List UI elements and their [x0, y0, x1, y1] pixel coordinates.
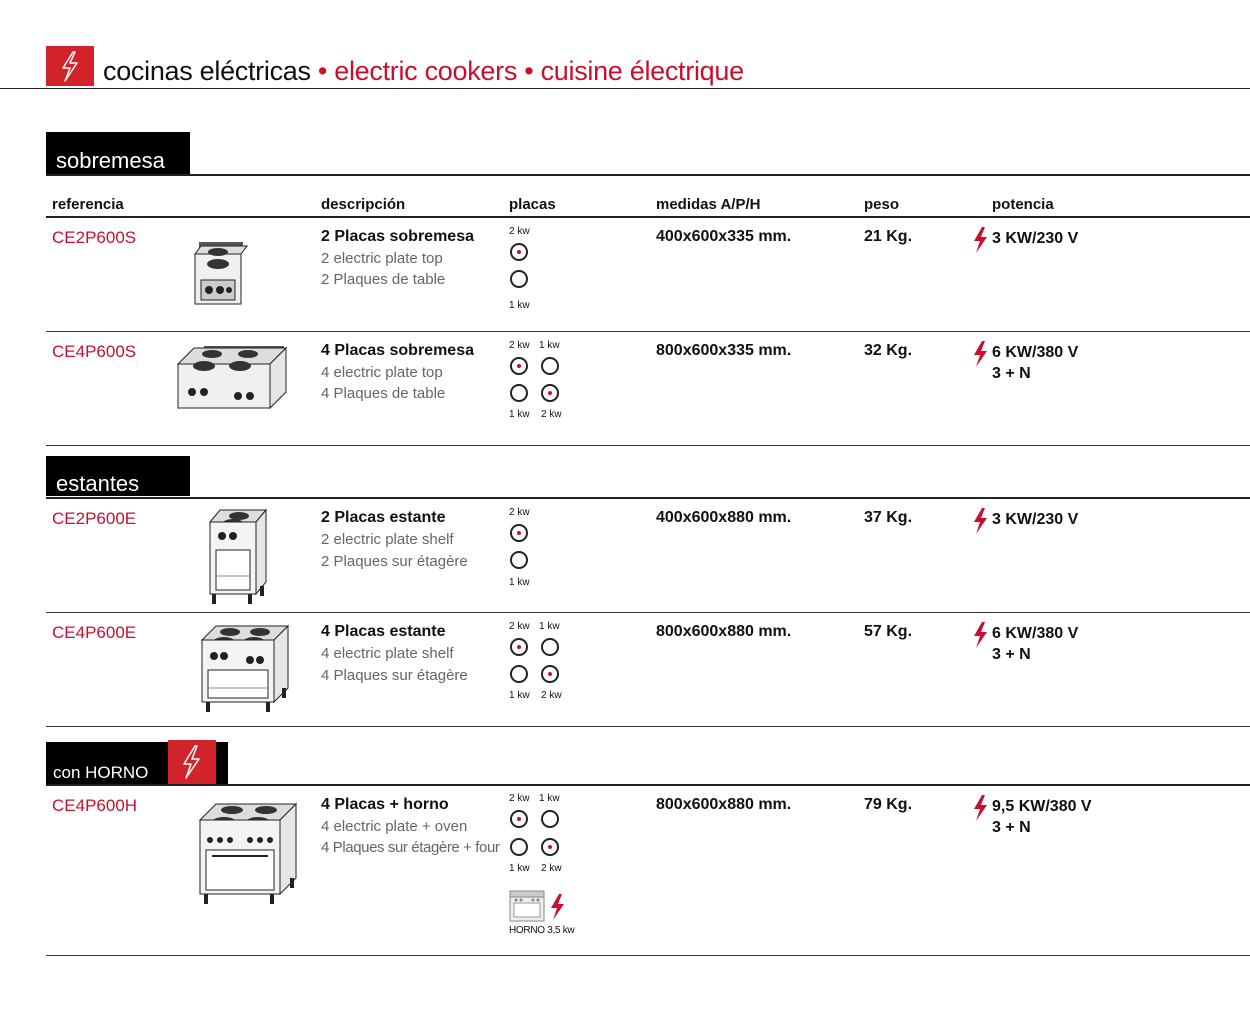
lightning-bolt-icon [971, 226, 989, 254]
product-dimensions: 400x600x335 mm. [656, 228, 792, 245]
plate-power-label: 1 kw [539, 340, 560, 351]
lightning-bolt-icon [46, 46, 94, 86]
row-divider [46, 331, 1250, 332]
plate-power-label: 2 kw [509, 340, 530, 351]
product-reference: CE4P600S [52, 342, 137, 361]
product-reference: CE4P600E [52, 623, 137, 642]
section-divider [46, 174, 1250, 176]
product-power: 9,5 KW/380 V 3 + N [992, 798, 1092, 836]
product-weight: 37 Kg. [864, 509, 913, 526]
product-name-fr: 4 Plaques de table [321, 385, 446, 402]
section-tab-sobremesa: sobremesa [46, 132, 190, 174]
product-name-en: 2 electric plate top [321, 250, 443, 267]
row-divider [46, 726, 1250, 727]
hot-plate-icon [510, 551, 528, 569]
product-name-fr: 2 Plaques de table [321, 271, 446, 288]
product-name-fr: 2 Plaques sur étagère [321, 553, 468, 570]
lightning-bolt-icon [971, 621, 989, 649]
plate-power-label: 2 kw [509, 793, 530, 804]
hot-plate-icon [541, 810, 559, 828]
product-weight: 79 Kg. [864, 796, 913, 813]
tabletop-4-plate-cooker-image [176, 344, 288, 412]
section-divider [46, 497, 1250, 499]
shelf-2-plate-cooker-image [206, 506, 268, 606]
plate-power-label: 2 kw [541, 690, 562, 701]
product-dimensions: 800x600x880 mm. [656, 796, 792, 813]
product-weight: 32 Kg. [864, 342, 913, 359]
product-dimensions: 800x600x335 mm. [656, 342, 792, 359]
hot-plate-icon [541, 665, 559, 683]
product-dimensions: 800x600x880 mm. [656, 623, 792, 640]
product-power: 3 KW/230 V [992, 230, 1079, 247]
oven-icon [509, 890, 545, 922]
section-tab-estantes: estantes [46, 456, 190, 496]
product-weight: 57 Kg. [864, 623, 913, 640]
page-title: cocinas eléctricas • electric cookers • cuisine électrique [103, 56, 744, 86]
product-title: 4 Placas sobremesa [321, 342, 474, 359]
hot-plate-icon [510, 524, 528, 542]
hot-plate-icon [541, 357, 559, 375]
hot-plate-icon [541, 384, 559, 402]
row-divider [46, 445, 1250, 446]
product-dimensions: 400x600x880 mm. [656, 509, 792, 526]
plate-power-label: 1 kw [509, 690, 530, 701]
plate-power-label: 2 kw [509, 621, 530, 632]
section-tab-horno: con HORNO [46, 742, 228, 784]
product-reference: CE2P600S [52, 228, 137, 247]
col-potencia: potencia [992, 196, 1054, 213]
header-divider [0, 88, 1250, 89]
product-title: 2 Placas sobremesa [321, 228, 474, 245]
plate-power-label: 2 kw [541, 409, 562, 420]
row-divider [46, 612, 1250, 613]
section-divider [46, 784, 1250, 786]
product-weight: 21 Kg. [864, 228, 913, 245]
product-title: 2 Placas estante [321, 509, 446, 526]
plate-power-label: 1 kw [539, 793, 560, 804]
header-bolt-box [46, 46, 94, 86]
lightning-bolt-icon [971, 794, 989, 822]
product-power: 6 KW/380 V 3 + N [992, 344, 1079, 382]
plate-power-label: 1 kw [509, 409, 530, 420]
product-name-fr: 4 Plaques sur étagère + four [321, 839, 500, 856]
row-divider [46, 955, 1250, 956]
lightning-bolt-icon [548, 893, 566, 921]
hot-plate-icon [510, 384, 528, 402]
shelf-4-plate-cooker-image [200, 622, 290, 714]
plate-power-label: 2 kw [509, 507, 530, 518]
product-name-en: 4 electric plate + oven [321, 818, 468, 835]
hot-plate-icon [510, 243, 528, 261]
column-header-divider [46, 216, 1250, 218]
product-name-en: 2 electric plate shelf [321, 531, 454, 548]
plate-power-label: 2 kw [541, 863, 562, 874]
col-peso: peso [864, 196, 900, 213]
hot-plate-icon [510, 638, 528, 656]
hot-plate-icon [510, 665, 528, 683]
product-name-en: 4 electric plate top [321, 364, 443, 381]
col-descripcion: descripción [321, 196, 406, 213]
product-name-fr: 4 Plaques sur étagère [321, 667, 468, 684]
col-medidas: medidas A/P/H [656, 196, 761, 213]
hot-plate-icon [541, 638, 559, 656]
product-reference: CE2P600E [52, 509, 137, 528]
section-bolt-box [168, 740, 216, 784]
hot-plate-icon [510, 838, 528, 856]
hot-plate-icon [510, 810, 528, 828]
oven-4-plate-cooker-image [198, 800, 298, 906]
plate-power-label: 1 kw [509, 577, 530, 588]
product-title: 4 Placas estante [321, 623, 446, 640]
plate-power-label: 1 kw [539, 621, 560, 632]
product-name-en: 4 electric plate shelf [321, 645, 454, 662]
plate-power-label: 1 kw [509, 863, 530, 874]
hot-plate-icon [510, 270, 528, 288]
plate-power-label: 2 kw [509, 226, 530, 237]
lightning-bolt-icon [971, 507, 989, 535]
tabletop-2-plate-cooker-image [193, 240, 249, 308]
col-placas: placas [509, 196, 556, 213]
oven-power-label: HORNO 3,5 kw [509, 925, 575, 936]
plate-power-label: 1 kw [509, 300, 530, 311]
product-title: 4 Placas + horno [321, 796, 449, 813]
col-referencia: referencia [52, 196, 124, 213]
lightning-bolt-icon [971, 340, 989, 368]
product-power: 3 KW/230 V [992, 511, 1079, 528]
hot-plate-icon [510, 357, 528, 375]
hot-plate-icon [541, 838, 559, 856]
product-reference: CE4P600H [52, 796, 138, 815]
lightning-bolt-icon [168, 740, 216, 784]
product-power: 6 KW/380 V 3 + N [992, 625, 1079, 663]
